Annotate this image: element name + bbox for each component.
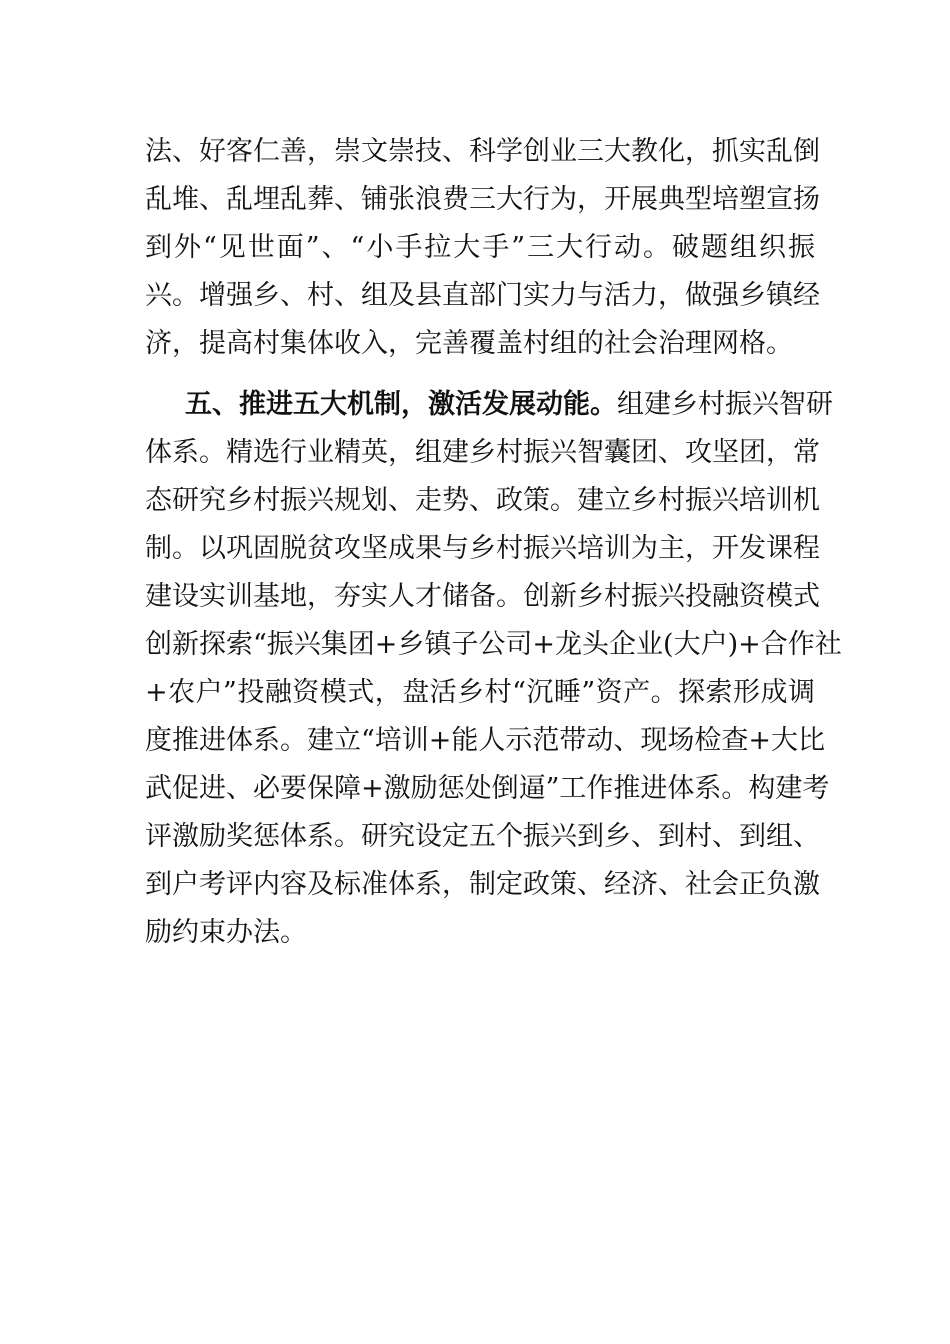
paragraph2-line-12: 励约束办法。 xyxy=(145,917,307,948)
paragraph1-line-2: 乱堆、乱埋乱葬、铺张浪费三大行为，开展典型培塑宣扬 xyxy=(145,184,820,215)
section-heading: 五、推进五大机制，激活发展动能。 xyxy=(185,389,617,420)
paragraph1-line-1: 法、好客仁善，崇文崇技、科学创业三大教化，抓实乱倒 xyxy=(145,136,820,167)
paragraph2-line-2: 体系。精选行业精英，组建乡村振兴智囊团、攻坚团，常 xyxy=(145,437,820,468)
paragraph2-line-1 xyxy=(185,379,833,431)
paragraph2-line-3: 态研究乡村振兴规划、走势、政策。建立乡村振兴培训机 xyxy=(145,485,820,516)
paragraph2-line-4: 制。以巩固脱贫攻坚成果与乡村振兴培训为主，开发课程 xyxy=(145,533,820,564)
paragraph1-line-5: 济，提高村集体收入，完善覆盖村组的社会治理网格。 xyxy=(145,328,793,359)
paragraph1-line-4: 兴。增强乡、村、组及县直部门实力与活力，做强乡镇经 xyxy=(145,280,820,311)
paragraph2-line-11: 到户考评内容及标准体系，制定政策、经济、社会正负激 xyxy=(145,869,820,900)
paragraph2-line-10: 评激励奖惩体系。研究设定五个振兴到乡、到村、到组、 xyxy=(145,821,820,852)
paragraph1-line-3: 到外“见世面”、“小手拉大手”三大行动。破题组织振 xyxy=(145,232,815,263)
paragraph2-line-1-text: 组建乡村振兴智研 xyxy=(617,389,833,420)
paragraph2-line-6: 创新探索“振兴集团+乡镇子公司+龙头企业(大户)+合作社 xyxy=(145,629,842,660)
paragraph2-line-7: +农户”投融资模式，盘活乡村“沉睡”资产。探索形成调 xyxy=(145,677,815,708)
paragraph2-line-8: 度推进体系。建立“培训+能人示范带动、现场检查+大比 xyxy=(145,725,826,756)
paragraph2-line-5: 建设实训基地，夯实人才储备。创新乡村振兴投融资模式 xyxy=(145,581,820,612)
paragraph2-line-9: 武促进、必要保障+激励惩处倒逼”工作推进体系。构建考 xyxy=(145,773,830,804)
